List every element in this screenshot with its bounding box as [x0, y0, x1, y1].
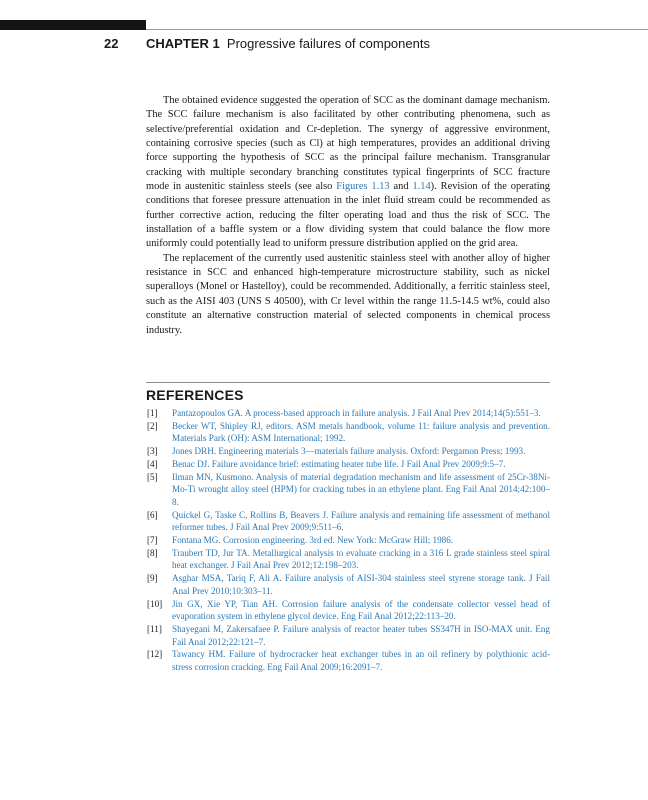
reference-link[interactable]: Shayegani M, Zakersafaee P. Failure analysis of reactor heater tubes SS347H in ISO-MAX unit. Eng Fail Anal 2012;22:121–7.	[172, 623, 550, 647]
reference-link[interactable]: Traubert TD, Jur TA. Metallurgical analysis to evaluate cracking in a 316 L grade stainless steel spiral heat exchanger. J Fail Anal Prev 2012;12:198–203.	[172, 547, 550, 571]
reference-number: [9]	[147, 573, 158, 584]
reference-item	[146, 458, 550, 471]
running-header	[0, 36, 648, 54]
reference-item	[146, 623, 550, 648]
header-bar	[0, 20, 146, 30]
reference-number: [8]	[147, 547, 158, 558]
reference-number: [7]	[147, 535, 158, 546]
reference-link[interactable]: Pantazopoulos GA. A process-based approach in failure analysis. J Fail Anal Prev 2014;14(5):551–3.	[172, 408, 541, 418]
reference-item	[146, 648, 550, 673]
paragraph: The replacement of the currently used austenitic stainless steel with another alloy of higher resistance in SCC and enhanced high-temperature microstructure stability, such as nickel superalloys (Monel or Hastelloy), could be recommended. Additionally, a ferritic stainless steel, such as the AISI 403 (UNS S 40500), with Cr level within the range 11.5-14.5 wt%, could also constitute an alternative construction material of selected components in chemical process industry.	[146, 252, 550, 336]
paragraph	[146, 94, 550, 252]
reference-link[interactable]: Asghar MSA, Tariq F, Ali A. Failure analysis of AISI-304 stainless steel styrene storage tank. J Fail Anal Prev 2010;10:303–11.	[172, 573, 550, 596]
reference-item	[146, 534, 550, 547]
reference-link[interactable]: Becker WT, Shipley RJ, editors. ASM metals handbook, volume 11: failure analysis and prevention. Materials Park (OH): ASM International; 1992.	[172, 420, 550, 444]
chapter-number: CHAPTER 1	[146, 36, 220, 51]
body-text	[146, 94, 550, 338]
paragraph-text: ). Revision of the operating conditions that foresee pressure attenuation in the inlet fluid stream could be recommended as further corrective action, reducing the filter operating load and thus the risk of SCC. The installation of a baffle system or a flow dividing system that could balance the flow more uniformly could potentially lead to uniform pressure distribution applied on the grid area.	[146, 181, 550, 250]
reference-link[interactable]: Fontana MG. Corrosion engineering. 3rd ed. New York: McGraw Hill; 1986.	[172, 535, 454, 546]
reference-number: [10]	[147, 598, 163, 609]
references-heading: REFERENCES	[146, 387, 244, 403]
reference-number: [11]	[147, 623, 162, 634]
chapter-title: Progressive failures of components	[226, 36, 430, 51]
reference-link[interactable]: Quickel G, Taske C, Rollins B, Beavers J. Failure analysis and remaining life assessment of methanol reformer tubes. J Fail Anal Prev 2009;9:511–6.	[172, 509, 550, 533]
chapter-heading	[146, 36, 430, 51]
reference-item	[146, 471, 550, 509]
reference-link[interactable]: Jones DRH. Engineering materials 3—materials failure analysis. Oxford: Pergamon Press; 1993.	[172, 446, 526, 457]
references-divider	[146, 382, 550, 383]
reference-item	[146, 420, 550, 445]
reference-number: [12]	[147, 649, 163, 660]
figure-link[interactable]: Figures 1.13	[336, 181, 390, 193]
reference-number: [3]	[147, 446, 158, 457]
reference-link[interactable]: Tawancy HM. Failure of hydrocracker heat exchanger tubes in an oil refinery by polythionic acid-stress corrosion cracking. Eng Fail Anal 2009;16:2091–7.	[172, 649, 550, 673]
reference-item	[146, 407, 550, 420]
reference-number: [2]	[147, 420, 158, 431]
reference-item	[146, 445, 550, 458]
reference-link[interactable]: Ilman MN, Kusmono. Analysis of material degradation mechanism and life assessment of 25Cr-38Ni-Mo-Ti wrought alloy steel (HPM) for cracking tubes in an ethylene plant. Eng Fail Anal 2014;42:100–8.	[172, 471, 550, 507]
reference-list	[146, 407, 550, 674]
paragraph-text: and	[389, 181, 413, 193]
reference-link[interactable]: Benac DJ. Failure avoidance brief: estimating heater tube life. J Fail Anal Prev 2009;9:5–7.	[172, 458, 506, 469]
header-rule	[146, 29, 648, 30]
reference-number: [6]	[147, 509, 158, 520]
figure-link[interactable]: 1.14	[412, 181, 431, 193]
reference-number: [5]	[147, 471, 158, 482]
reference-item	[146, 572, 550, 597]
page-number: 22	[104, 36, 119, 51]
reference-item	[146, 509, 550, 534]
reference-link[interactable]: Jin GX, Xie YP, Tian AH. Corrosion failure analysis of the condensate collector vessel head of evaporation system in ethylene glycol device. Eng Fail Anal 2012;22:113–20.	[172, 598, 550, 622]
reference-number: [4]	[147, 458, 158, 469]
paragraph-text: The obtained evidence suggested the operation of SCC as the dominant damage mechanism. The SCC failure mechanism is also facilitated by other contributing phenomena, such as selective/preferential oxidation and Cr-depletion. The synergy of aggressive environment, containing corrosive species (such as Cl) at high temperatures, provides an additional driving force supporting the hypothesis of SCC as the principal failure mechanism. Transgranular cracking with multiple secondary branching constitutes typical fingerprints of SCC fracture mode in austenitic stainless steels (see also	[146, 95, 550, 193]
reference-number: [1]	[147, 408, 158, 418]
reference-item	[146, 547, 550, 572]
reference-item	[146, 598, 550, 623]
